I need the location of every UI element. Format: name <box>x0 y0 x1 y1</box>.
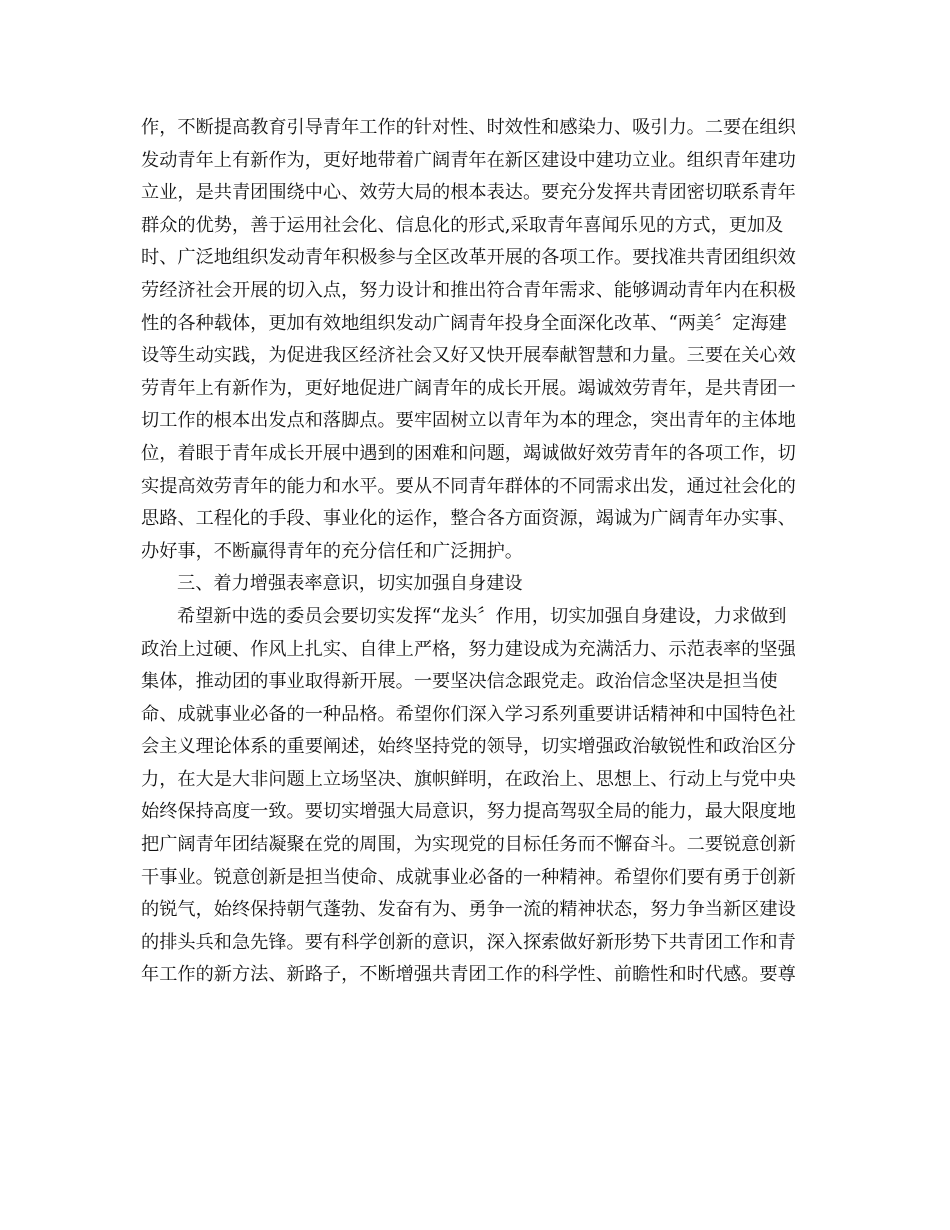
text-line: 把广阔青年团结凝聚在党的周围，为实现党的目标任务而不懈奋斗。二要锐意创新 <box>141 834 796 856</box>
text-line: 集体，推动团的事业取得新开展。一要坚决信念跟党走。政治信念坚决是担当使 <box>141 671 778 693</box>
text-line: 时、广泛地组织发动青年积极参与全区改革开展的各项工作。要找准共青团组织效 <box>141 247 796 269</box>
text-line: 作，不断提高教育引导青年工作的针对性、时效性和感染力、吸引力。二要在组织 <box>141 117 796 138</box>
text-line: 实提高效劳青年的能力和水平。要从不同青年群体的不同需求出发，通过社会化的 <box>141 475 796 497</box>
text-line: 立业，是共青团围绕中心、效劳大局的根本表达。要充分发挥共青团密切联系青年 <box>141 182 796 204</box>
text-line: 发动青年上有新作为，更好地带着广阔青年在新区建设中建功立业。组织青年建功 <box>141 149 796 171</box>
text-line: 性的各种载体，更加有效地组织发动广阔青年投身全面深化改革、“两美〞定海建 <box>141 312 787 334</box>
text-line: 命、成就事业必备的一种品格。希望你们深入学习系列重要讲话精神和中国特色社 <box>141 703 796 725</box>
text-line: 切工作的根本出发点和落脚点。要牢固树立以青年为本的理念，突出青年的主体地 <box>141 410 796 432</box>
text-line: 思路、工程化的手段、事业化的运作，整合各方面资源，竭诚为广阔青年办实事、 <box>141 508 796 530</box>
paragraph-first-line: 三、着力增强表率意识，切实加强自身建设 <box>177 573 523 595</box>
text-line: 的锐气，始终保持朝气蓬勃、发奋有为、勇争一流的精神状态，努力争当新区建设 <box>141 899 796 921</box>
text-line: 会主义理论体系的重要阐述，始终坚持党的领导，切实增强政治敏锐性和政治区分 <box>141 736 796 758</box>
text-line: 年工作的新方法、新路子，不断增强共青团工作的科学性、前瞻性和时代感。要尊 <box>141 964 796 986</box>
text-line: 位，着眼于青年成长开展中遇到的困难和问题，竭诚做好效劳青年的各项工作，切 <box>141 442 796 464</box>
text-line: 力，在大是大非问题上立场坚决、旗帜鲜明，在政治上、思想上、行动上与党中央 <box>141 768 796 790</box>
text-line: 群众的优势，善于运用社会化、信息化的形式,采取青年喜闻乐见的方式，更加及 <box>141 214 784 236</box>
document-body-text <box>141 112 813 992</box>
text-line: 始终保持高度一致。要切实增强大局意识，努力提高驾驭全局的能力，最大限度地 <box>141 801 796 823</box>
text-line: 办好事，不断赢得青年的充分信任和广泛拥护。 <box>141 540 523 562</box>
text-line: 干事业。锐意创新是担当使命、成就事业必备的一种精神。希望你们要有勇于创新 <box>141 866 796 888</box>
paragraph-first-line: 希望新中选的委员会要切实发挥“龙头〞作用，切实加强自身建设，力求做到 <box>177 605 787 627</box>
text-line: 劳经济社会开展的切入点，努力设计和推出符合青年需求、能够调动青年内在积极 <box>141 279 796 301</box>
text-line: 的排头兵和急先锋。要有科学创新的意识，深入探索做好新形势下共青团工作和青 <box>141 931 796 953</box>
text-line: 劳青年上有新作为，更好地促进广阔青年的成长开展。竭诚效劳青年，是共青团一 <box>141 377 796 399</box>
text-line: 设等生动实践，为促进我区经济社会又好又快开展奉献智慧和力量。三要在关心效 <box>141 345 796 367</box>
text-line: 政治上过硬、作风上扎实、自律上严格，努力建设成为充满活力、示范表率的坚强 <box>141 638 796 660</box>
